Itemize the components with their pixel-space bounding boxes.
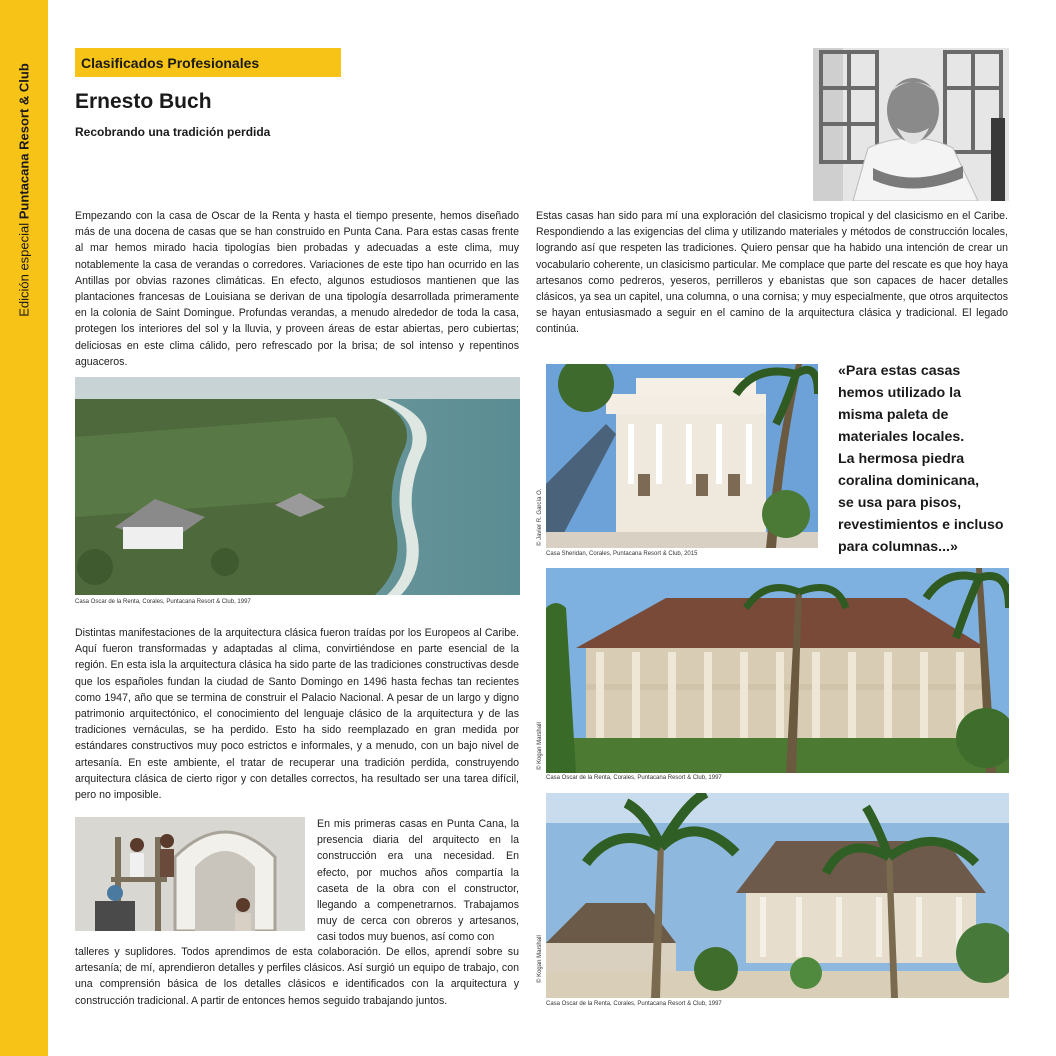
quote-line: se usa para pisos, [838,495,962,511]
sheridan-house-photo [546,364,818,548]
colonnade-caption: Casa Oscar de la Renta, Corales, Puntacana Resort & Club, 1997 [546,775,722,781]
palms-credit: © Kogan Marshall [537,935,543,983]
paragraph-4-wrap: En mis primeras casas en Punta Cana, la presencia diaria del arquitecto en la construcción era una necesidad. En efecto, por muchos años compartía la caseta de la obra con el constructor, llegando a compenetrarnos. Trabajamos muy de cerca con obreros y artesanos, casi todos muy buenos, así como con [317,818,519,944]
paragraph-2: Estas casas han sido para mí una exploración del clasicismo tropical y del clasicismo en el Caribe. Respondiendo a las exigencias del clima y utilizando materiales y métodos de construcción locales, logrando así que respeten las tradiciones. Quiero pensar que ha habido una intención de crear un vocabulario coherente, un clasicismo particular. Me complace que parte del rescate es que hoy haya artesanos como pedreros, yeseros, perrilleros y ebanistas que son capaces de hacer detalles clásicos, ya sea un capitel, una columna, o una cornisa; y muy especialmente, que otros arquitectos se hayan entusiasmado a seguir en el camino de la arquitectura clásica y tradicional. El legado continúa. [536,210,1008,336]
section-tag: Clasificados Profesionales [75,48,341,77]
paragraph-1: Empezando con la casa de Oscar de la Renta y hasta el tiempo presente, hemos diseñado más de una docena de casas que se han construido en Punta Cana. Para estas casas frente al mar hemos mirado hacia tipologías bien probadas y adecuadas a este clima, muy notablemente la casa de verandas o corredores. Variaciones de este tipo han ocurrido en las Antillas por obvias razones climáticas. En efecto, algunos estudiosos mantienen que las plantaciones francesas de Louisiana se derivan de una tipología desarrollada primeramente en la colonia de Saint Domingue. Profundas verandas, a menudo alrededor de toda la casa, protegen los interiores del sol y la lluvia, y proveen áreas de estar abiertas, pero cubiertas; deliciosas en este clima cálido, pero refrescado por la brisa; de sol intenso y repentinos aguaceros. [75,210,519,368]
quote-line: misma paleta de [838,407,949,423]
colonnade-credit: © Kogan Marshall [537,722,543,770]
quote-line: «Para estas casas [838,363,961,379]
sheridan-caption: Casa Sheridan, Corales, Puntacana Resort & Club, 2015 [546,551,698,557]
quote-line: para columnas...» [838,539,958,555]
quote-line: hemos utilizado la [838,385,961,401]
quote-line: materiales locales. [838,429,965,445]
palms-caption: Casa Oscar de la Renta, Corales, Puntacana Resort & Club, 1997 [546,1001,722,1007]
quote-line: revestimientos e incluso [838,517,1004,533]
portrait-photo [813,48,1009,201]
edition-label-light: Edición especial [16,219,32,317]
quote-line: coralina dominicana, [838,473,980,489]
sheridan-credit: © Javier R. García O. [537,488,543,546]
aerial-caption: Casa Oscar de la Renta, Corales, Puntacana Resort & Club, 1997 [75,599,251,605]
edition-label-bold: Puntacana Resort & Club [16,63,32,220]
edition-sidebar [0,0,48,1056]
palm-garden-house-photo [546,793,1009,998]
colonnade-house-photo [546,568,1009,773]
page-subtitle: Recobrando una tradición perdida [75,125,271,139]
page-title: Ernesto Buch [75,90,212,113]
quote-line: La hermosa piedra [838,451,965,467]
paragraph-4-continued: talleres y suplidores. Todos aprendimos de esta colaboración. De ellos, aprendí sobre su artesanía; de mí, aprendieron detalles y perfiles clásicos. Así surgió un equipo de trabajo, con una comprensión básica de los detalles clásicos e identificados con la arquitectura y construcción tradicional. A partir de entonces hemos seguido trabajando juntos. [75,946,519,1007]
workers-construction-photo [75,817,305,931]
aerial-coast-photo [75,377,520,595]
paragraph-3: Distintas manifestaciones de la arquitectura clásica fueron traídas por los Europeos al Caribe. Aquí fueron transformadas y adaptadas al clima, convirtiéndose en parte esencial de la región. En esta isla la arquitectura clásica ha sido parte de las tradiciones constructivas desde que los españoles fundan la ciudad de Santo Domingo en 1496 hasta fechas tan recientes como 1947, año que se termina de construir el Palacio Nacional. A pesar de un largo y digno patrimonio arquitectónico, el conocimiento del lenguaje clásico de la arquitectura y de las tradiciones vernáculas, se ha perdido. Esto ha sido reemplazado en gran medida por estándares constructivos muy poco estrictos e informales, y a menudo, con un bajo nivel de artesanía. En este ambiente, el tratar de recuperar una tradición perdida, construyendo arquitectura clásica de cierto rigor y con detalles correctos, ha resultado ser una tarea difícil, pero no imposible. [75,627,519,802]
pull-quote [838,360,1018,558]
edition-label [17,63,32,317]
